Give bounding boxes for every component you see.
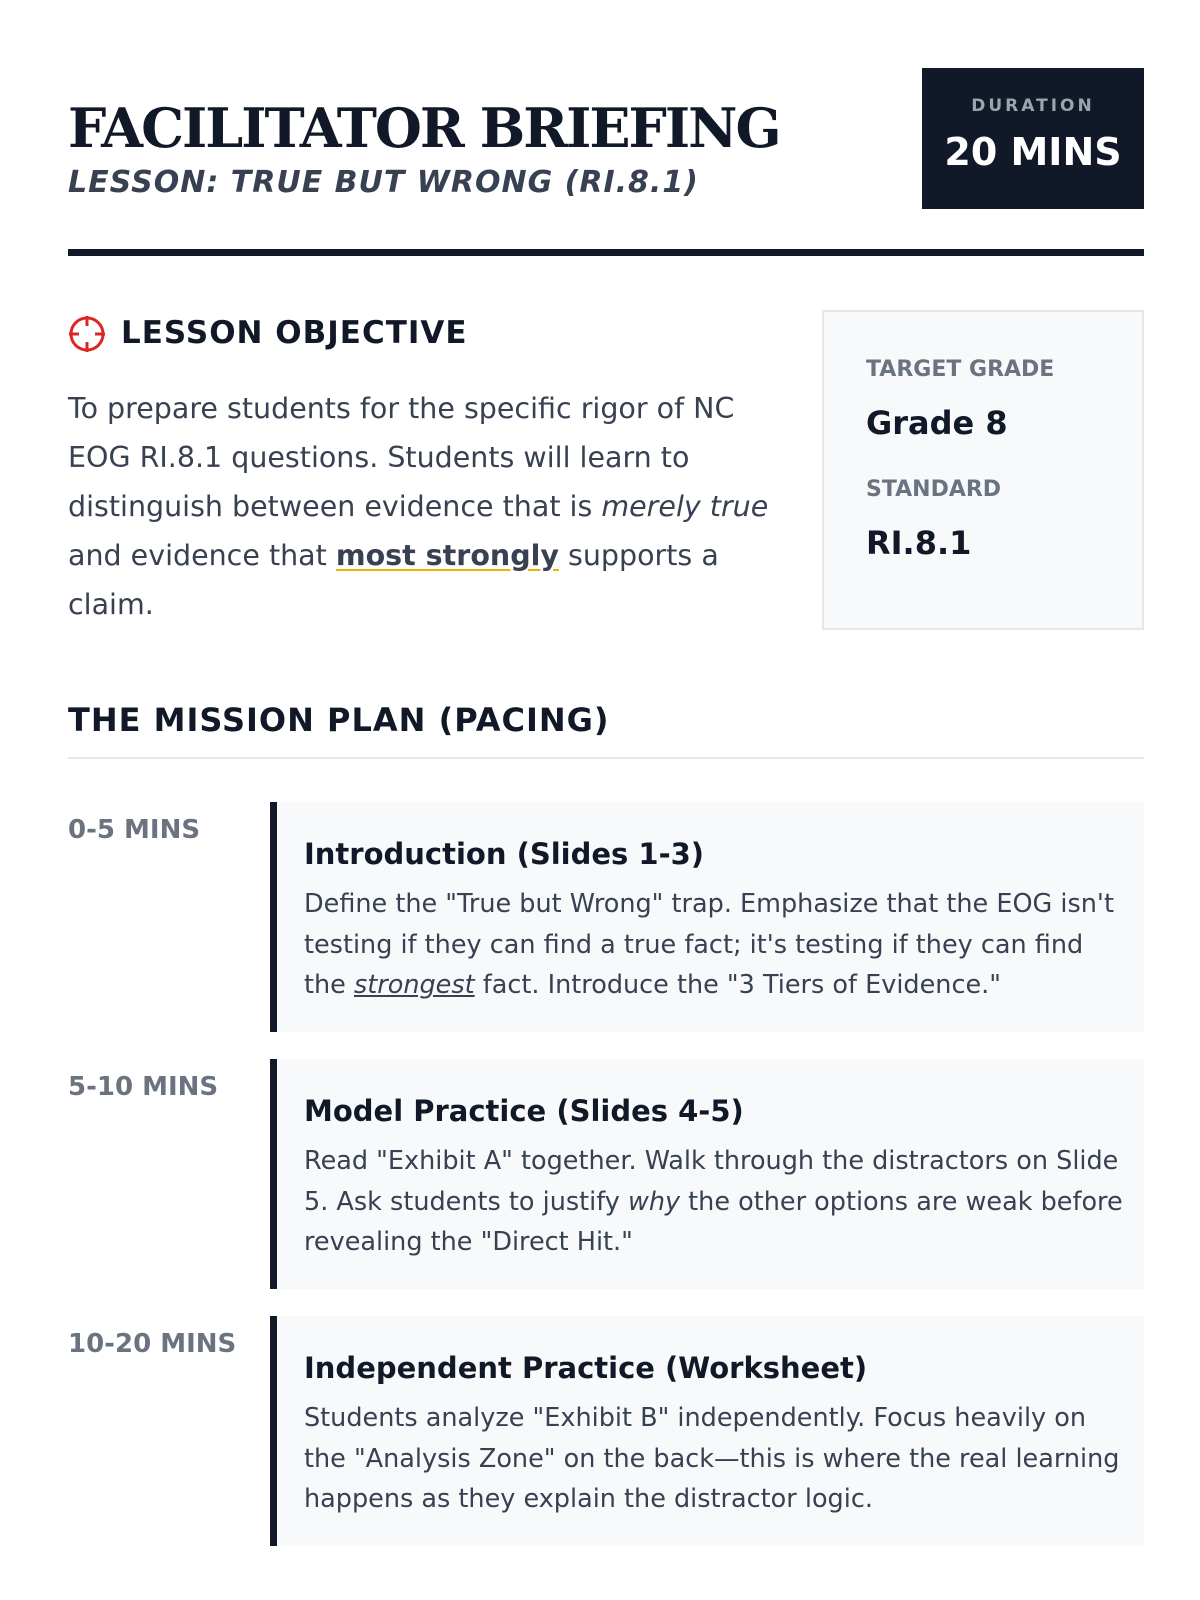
header bbox=[68, 68, 1144, 210]
objective-highlight: most strongly bbox=[335, 539, 559, 572]
header-divider bbox=[68, 249, 1144, 256]
pacing-description bbox=[304, 1398, 1124, 1520]
pacing-heading: Introduction (Slides 1-3) bbox=[304, 837, 705, 871]
pacing-time: 10-20 MINS bbox=[68, 1329, 237, 1359]
duration-value: 20 MINS bbox=[944, 130, 1122, 174]
objective-text-part: To prepare students for the specific rigor of NC EOG RI.8.1 questions. Students will learn to distinguish between evidence that is bbox=[68, 392, 735, 523]
mission-plan-title: THE MISSION PLAN (PACING) bbox=[68, 701, 610, 739]
pacing-card bbox=[270, 1059, 1144, 1289]
duration-badge bbox=[922, 68, 1144, 209]
pacing-description bbox=[304, 1141, 1124, 1263]
pacing-time: 0-5 MINS bbox=[68, 815, 201, 845]
objective-text bbox=[68, 384, 780, 629]
lesson-subtitle: LESSON: TRUE BUT WRONG (RI.8.1) bbox=[68, 165, 699, 200]
objective-text-part: and evidence that bbox=[68, 539, 336, 572]
pacing-emphasis: strongest bbox=[353, 970, 475, 1000]
grade-standard-card bbox=[822, 310, 1144, 630]
pacing-text-part: Students analyze "Exhibit B" independently. Focus heavily on the "Analysis Zone" on the back—this is where the real learning happens as they explain the distractor logic. bbox=[304, 1403, 1120, 1514]
target-grade-value: Grade 8 bbox=[866, 404, 1008, 442]
briefing-page bbox=[68, 0, 1144, 1600]
pacing-text-part: the other options are weak before revealing the "Direct Hit." bbox=[304, 1186, 1123, 1257]
pacing-time: 5-10 MINS bbox=[68, 1072, 219, 1102]
pacing-text-part: Read "Exhibit A" together. Walk through the distractors on Slide 5. Ask students to justify bbox=[304, 1146, 1119, 1217]
standard-label: STANDARD bbox=[866, 477, 1002, 502]
standard-value: RI.8.1 bbox=[866, 524, 972, 562]
objective-emphasis: merely true bbox=[601, 490, 769, 523]
pacing-row bbox=[68, 802, 1144, 1032]
pacing-description bbox=[304, 884, 1124, 1006]
objective-text-part: supports a claim. bbox=[68, 539, 719, 621]
target-grade-label: TARGET GRADE bbox=[866, 357, 1055, 382]
page-title: FACILITATOR BRIEFING bbox=[68, 96, 780, 160]
pacing-heading: Independent Practice (Worksheet) bbox=[304, 1351, 868, 1385]
pacing-card bbox=[270, 802, 1144, 1032]
crosshair-icon bbox=[68, 315, 106, 353]
pacing-row bbox=[68, 1316, 1144, 1546]
duration-label: DURATION bbox=[971, 96, 1095, 116]
pacing-row bbox=[68, 1059, 1144, 1289]
pacing-heading: Model Practice (Slides 4-5) bbox=[304, 1094, 744, 1128]
pacing-text-part: fact. Introduce the "3 Tiers of Evidence." bbox=[474, 970, 1001, 1000]
pacing-card bbox=[270, 1316, 1144, 1546]
mission-plan-divider bbox=[68, 757, 1144, 759]
pacing-text-part: Define the "True but Wrong" trap. Emphasize that the EOG isn't testing if they can find a true fact; it's testing if they can find the bbox=[304, 889, 1114, 1000]
objective-title: LESSON OBJECTIVE bbox=[121, 315, 468, 351]
pacing-emphasis: why bbox=[627, 1186, 681, 1217]
